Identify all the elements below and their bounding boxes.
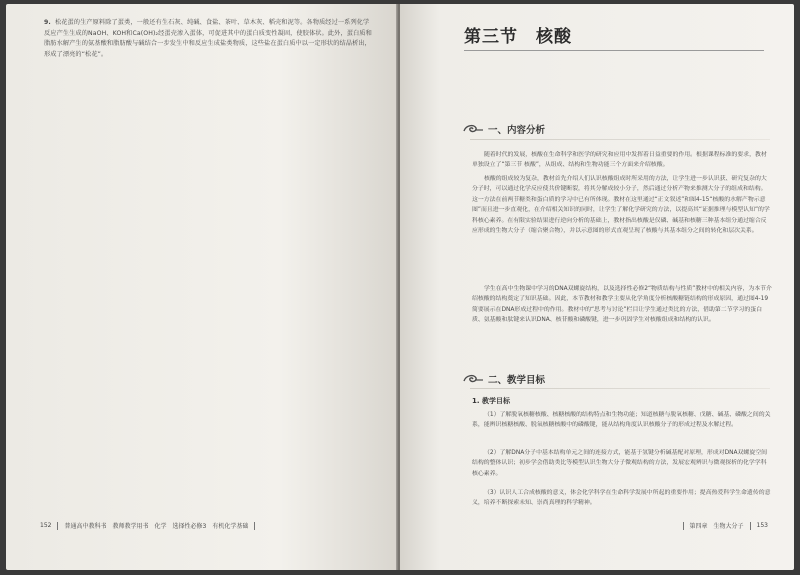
section-title: 第三节 核酸 (464, 27, 572, 47)
heading-divider (470, 388, 770, 389)
part2-heading-text: 二、教学目标 (488, 375, 546, 386)
footer-book: 教师教学用书 (112, 523, 149, 530)
goal-paragraph: （3）认识人工合成核酸的意义，体会化学科学在生命科学发展中所起的重要作用；提高热爱科学生命遗传的意义，培养不断探索未知、崇尚真理的科学精神。 (472, 490, 771, 507)
footer-chapter-title: 生物大分子 (713, 523, 744, 530)
page-number: 153 (756, 522, 768, 529)
sub-heading: 1. 教学目标 (472, 397, 510, 405)
page-number: 152 (40, 522, 52, 529)
item-number: 9. (44, 19, 51, 26)
title-rule (464, 50, 764, 51)
goal-paragraph: （1）了解脱氧核糖核酸、核糖核酸的结构特点和生物功能；知道核糖与脱氧核糖、戊糖、碱基、磷酸之间的关系，能辨识核糖核酸、脱氧核糖核酸中的磷酸键，能从结构角度认识核酸分子的形成过程及水解过程。 (472, 412, 771, 429)
footer-divider (683, 522, 684, 530)
part1-paragraph: 学生在高中生物课中学习的DNA双螺旋结构，以及选择性必修2“物质结构与性质”教材中的相关内容，为本节介绍核酸的结构奠定了知识基础。因此，本节教材和教学主要从化学角度分析核酸糖链结构的形成原因，通过图4-19简要展示在DNA形成过程中的作用。教材中的“思考与讨论”栏目让学生通过类比的方法，借助第二节学习的蛋白质、氨基酸和肽键来认识DNA、核苷酸和磷酸键，进一步巩固学生对核酸组成和结构的认识。 (472, 286, 772, 324)
swirl-icon (462, 373, 484, 385)
left-page (6, 4, 398, 570)
part1-heading-text: 一、内容分析 (488, 125, 546, 136)
part1-paragraph: 随着时代的发展，核酸在生命科学和医学的研究和应用中发挥着日益重要的作用。根据课程标准的要求，教材单独设立了“第三节 核酸”，从组成、结构和生物功能三个方面来介绍核酸。 (472, 152, 767, 169)
goal-paragraph: （2）了解DNA分子中基本结构单元之间的连接方式，能基于氢键分析碱基配对原理，形成对DNA双螺旋空间结构的整体认识；初步学会借助类比等模型认识生物大分子微观结构的方法，发展宏观辨识与微观探析的化学学科核心素养。 (472, 450, 767, 477)
left-page-footer (40, 521, 255, 530)
paragraph-text: 松花蛋的生产原料除了蛋类，一般还有生石灰、纯碱、食盐、茶叶、草木灰、稻壳和泥等。各物质经过一系列化学反应产生生成的NaOH、KOH和Ca(OH)₂经蛋壳渗入蛋体，可促进其中的蛋白质变性凝固，使胶体状。此外，蛋白质和脂肪水解产生的氨基酸和脂肪酸与碱结合一步发生中和反应生成盐类物质，这些盐在蛋白质中以一定形状的结晶析出，形成了漂亮的“松花”。 (44, 19, 372, 58)
open-textbook (6, 4, 794, 570)
footer-divider (750, 522, 751, 530)
right-page-footer (683, 521, 768, 530)
footer-volume: 选择性必修3 (172, 523, 207, 530)
footer-chapter: 第四章 (689, 523, 708, 530)
part2-heading (462, 372, 545, 386)
part1-paragraph: 核酸的组成较为复杂，教材首先介绍人们认识核酸组成时所采用的方法，让学生进一步认识获、研究复杂的大分子时，可以通过化学反应使共价键断裂，将其分解成较小分子，然后通过分析产物来推测大分子的组成和结构。这一方法在前两节糖类和蛋白质的学习中已有所体现。教材在这里通过“正文叙述”和图4-15“核酸的水解产物示意图”而且进一步直观化，在介绍相关知识的同时，让学生了解化学研究的方法，以提高其“证据推理与模型认知”的学科核心素养。在有限实验结果进行逆向分析的基础上，教材指出核酸是仅磷、碱基和核糖三种基本组分通过缩合反应形成的生物大分子（缩合聚合物），并以示意图的形式直观呈现了核酸与其基本组分之间的转化和层次关系。 (472, 176, 770, 235)
footer-course: 有机化学基础 (212, 523, 249, 530)
heading-divider (470, 139, 770, 140)
footer-divider (254, 522, 255, 530)
swirl-icon (462, 123, 484, 135)
footer-series: 普通高中教科书 (64, 523, 107, 530)
footer-divider (57, 522, 58, 530)
left-page-paragraph (44, 18, 374, 60)
part1-heading (462, 122, 545, 136)
footer-subject: 化学 (154, 523, 167, 530)
right-page (400, 4, 794, 570)
